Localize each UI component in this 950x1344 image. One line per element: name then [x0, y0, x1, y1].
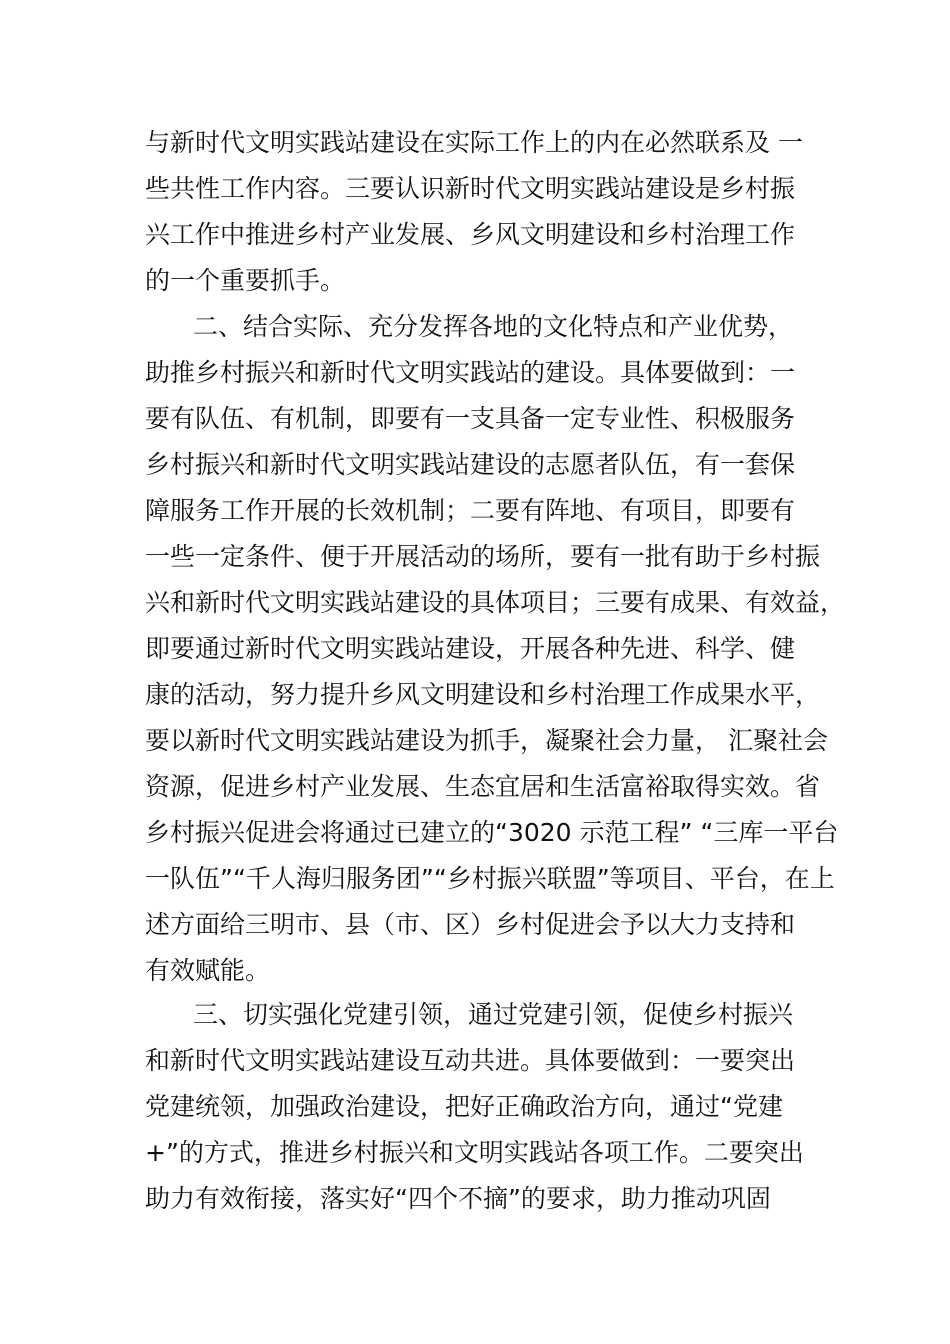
- text-line: 障服务工作开展的长效机制；二要有阵地、有项目，即要有: [145, 496, 796, 525]
- text-line: 与新时代文明实践站建设在实际工作上的内在必然联系及 一: [145, 128, 803, 157]
- paragraph-heading-2: 二、结合实际、充分发挥各地的文化特点和产业优势，: [193, 312, 794, 341]
- text-line: 述方面给三明市、县（市、区）乡村促进会予以大力支持和: [145, 910, 796, 939]
- text-line: 些共性工作内容。三要认识新时代文明实践站建设是乡村振: [145, 174, 796, 203]
- text-line: 助力有效衔接，落实好“四个不摘”的要求，助力推动巩固: [145, 1184, 771, 1213]
- text-line: 乡村振兴促进会将通过已建立的“3020 示范工程” “三库一平台: [145, 818, 839, 847]
- paragraph-heading-3: 三、切实强化党建引领，通过党建引领，促使乡村振兴: [193, 1000, 794, 1029]
- text-line: 要以新时代文明实践站建设为抓手，凝聚社会力量， 汇聚社会: [145, 726, 828, 755]
- text-line: 有效赋能。: [145, 956, 271, 985]
- text-line: 兴和新时代文明实践站建设的具体项目；三要有成果、有效益，: [145, 588, 846, 617]
- text-line: 助推乡村振兴和新时代文明实践站的建设。具体要做到：一: [145, 358, 796, 387]
- text-line: 即要通过新时代文明实践站建设，开展各种先进、科学、健: [145, 634, 796, 663]
- text-line: +”的方式，推进乡村振兴和文明实践站各项工作。二要突出: [145, 1138, 804, 1167]
- text-line: 的一个重要抓手。: [145, 266, 346, 295]
- text-line: 一些一定条件、便于开展活动的场所，要有一批有助于乡村振: [145, 542, 821, 571]
- text-line: 要有队伍、有机制，即要有一支具备一定专业性、积极服务: [145, 404, 796, 433]
- text-line: 资源，促进乡村产业发展、生态宜居和生活富裕取得实效。省: [145, 772, 821, 801]
- text-line: 兴工作中推进乡村产业发展、乡风文明建设和乡村治理工作: [145, 220, 796, 249]
- text-line: 和新时代文明实践站建设互动共进。具体要做到：一要突出: [145, 1046, 796, 1075]
- text-line: 党建统领，加强政治建设，把好正确政治方向，通过“党建: [145, 1092, 783, 1121]
- text-line: 康的活动，努力提升乡风文明建设和乡村治理工作成果水平，: [145, 680, 821, 709]
- text-line: 一队伍”“千人海归服务团”“乡村振兴联盟”等项目、平台，在上: [145, 864, 835, 893]
- text-line: 乡村振兴和新时代文明实践站建设的志愿者队伍，有一套保: [145, 450, 796, 479]
